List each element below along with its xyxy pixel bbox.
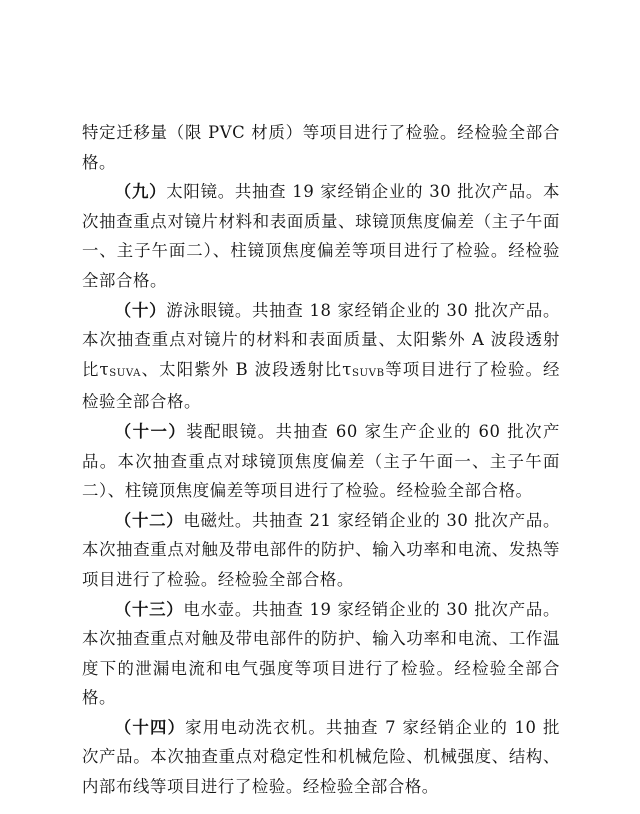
paragraph-text-a: 游泳眼镜。共抽查 18 家经销企业的 30 批次产品。本次抽查重点对镜片的材料和表面质量、太阳紫外 A 波段透射比 [82, 300, 560, 379]
paragraph-lead: （十二） [114, 510, 184, 530]
paragraph-text-c: 等项目进行了检验。经检验全部合格。 [82, 359, 560, 412]
paragraph-text: 电磁灶。共抽查 21 家经销企业的 30 批次产品。本次抽查重点对触及带电部件的防护、输入功率和电流、发热等项目进行了检验。经检验全部合格。 [82, 510, 561, 589]
paragraph-swimming-goggles [82, 296, 560, 417]
paragraph-text: 家用电动洗衣机。共抽查 7 家经销企业的 10 批次产品。本次抽查重点对稳定性和机械危险、机械强度、结构、内部布线等项目进行了检验。经检验全部合格。 [82, 717, 560, 797]
document-body [82, 118, 560, 802]
tau-symbol: τ [342, 359, 352, 379]
subscript-suvb: SUVB [351, 368, 385, 380]
tau-symbol: τ [99, 359, 110, 379]
subscript-suva: SUVA [109, 368, 142, 380]
paragraph-lead: （九） [114, 182, 167, 202]
paragraph-text: 太阳镜。共抽查 19 家经销企业的 30 批次产品。本次抽查重点对镜片材料和表面质量、球镜顶焦度偏差（主子午面一、主子午面二）、柱镜顶焦度偏差等项目进行了检验。经检验全部合格。 [82, 182, 560, 290]
paragraph-text: 装配眼镜。共抽查 60 家生产企业的 60 批次产品。本次抽查重点对球镜顶焦度偏差（主子午面一、主子午面二）、柱镜顶焦度偏差等项目进行了检验。经检验全部合格。 [82, 421, 560, 501]
paragraph-text-b: 、太阳紫外 B 波段透射比 [141, 359, 343, 379]
paragraph-lead: （十） [114, 300, 167, 320]
paragraph-text: 特定迁移量（限 PVC 材质）等项目进行了检验。经检验全部合格。 [82, 123, 560, 172]
paragraph-continuation [82, 118, 560, 177]
paragraph-lead: （十四） [114, 717, 186, 737]
paragraph-lead: （十三） [114, 599, 184, 619]
paragraph-electric-kettle [82, 595, 560, 713]
paragraph-washing-machine [82, 713, 560, 802]
paragraph-lead: （十一） [114, 421, 187, 441]
paragraph-assembled-glasses [82, 417, 560, 506]
paragraph-induction-cooker [82, 506, 560, 595]
paragraph-text: 电水壶。共抽查 19 家经销企业的 30 批次产品。本次抽查重点对触及带电部件的防护、输入功率和电流、工作温度下的泄漏电流和电气强度等项目进行了检验。经检验全部合格。 [82, 599, 561, 708]
paragraph-sunglasses [82, 177, 560, 295]
